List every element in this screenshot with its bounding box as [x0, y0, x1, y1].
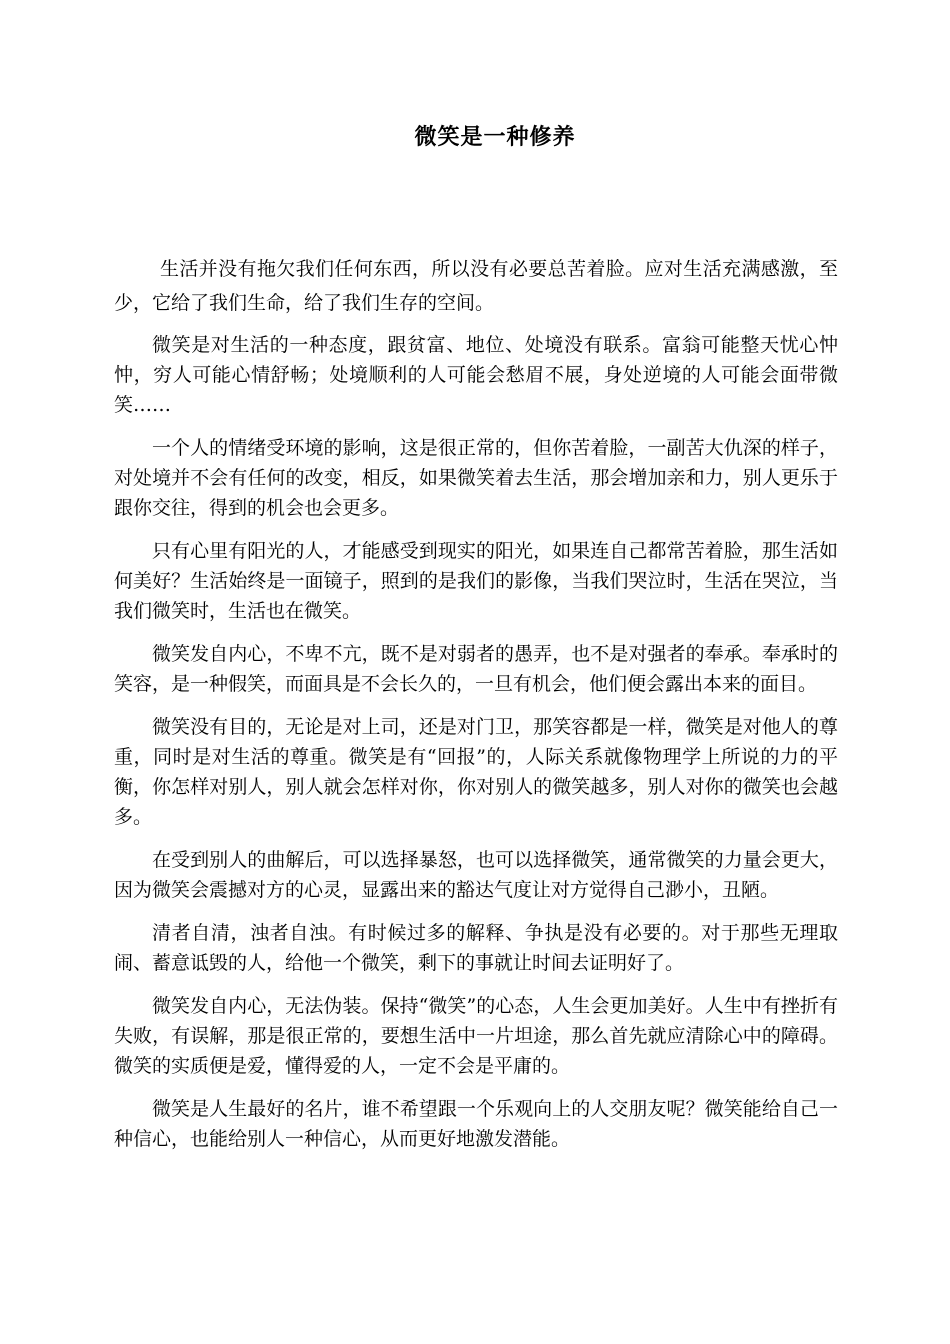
paragraph-1: 生活并没有拖欠我们任何东西，所以没有必要总苦着脸。应对生活充满感激，至少，它给了我们生命，给了我们生存的空间。: [114, 258, 838, 314]
document-title: 微笑是一种修养: [414, 124, 576, 150]
paragraph-6: 微笑没有目的，无论是对上司，还是对门卫，那笑容都是一样，微笑是对他人的尊重，同时是对生活的尊重。微笑是有“回报”的，人际关系就像物理学上所说的力的平衡，你怎样对别人，别人就会怎样对你，你对别人的微笑越多，别人对你的微笑也会越多。: [114, 716, 838, 828]
paragraph-2: 微笑是对生活的一种态度，跟贫富、地位、处境没有联系。富翁可能整天忧心忡忡，穷人可能心情舒畅；处境顺利的人可能会愁眉不展，身处逆境的人可能会面带微笑……: [114, 334, 838, 416]
document-body: [114, 252, 838, 1167]
paragraph-10: 微笑是人生最好的名片，谁不希望跟一个乐观向上的人交朋友呢？微笑能给自己一种信心，也能给别人一种信心，从而更好地激发潜能。: [114, 1098, 838, 1150]
paragraph-7: 在受到别人的曲解后，可以选择暴怒，也可以选择微笑，通常微笑的力量会更大，因为微笑会震撼对方的心灵，显露出来的豁达气度让对方觉得自己渺小，丑陋。: [114, 849, 838, 901]
paragraph-3: 一个人的情绪受环境的影响，这是很正常的，但你苦着脸，一副苦大仇深的样子，对处境并不会有任何的改变，相反，如果微笑着去生活，那会增加亲和力，别人更乐于跟你交往，得到的机会也会更多。: [114, 437, 838, 519]
paragraph-9: 微笑发自内心，无法伪装。保持“微笑”的心态，人生会更加美好。人生中有挫折有失败，有误解，那是很正常的，要想生活中一片坦途，那么首先就应清除心中的障碍。微笑的实质便是爱，懂得爱的人，一定不会是平庸的。: [114, 995, 838, 1077]
paragraph-4: 只有心里有阳光的人，才能感受到现实的阳光，如果连自己都常苦着脸，那生活如何美好？生活始终是一面镜子，照到的是我们的影像，当我们哭泣时，生活在哭泣，当我们微笑时，生活也在微笑。: [114, 540, 838, 622]
paragraph-8: 清者自清，浊者自浊。有时候过多的解释、争执是没有必要的。对于那些无理取闹、蓄意诋毁的人，给他一个微笑，剩下的事就让时间去证明好了。: [114, 922, 838, 974]
paragraph-5: 微笑发自内心，不卑不亢，既不是对弱者的愚弄，也不是对强者的奉承。奉承时的笑容，是一种假笑，而面具是不会长久的，一旦有机会，他们便会露出本来的面目。: [114, 643, 838, 695]
